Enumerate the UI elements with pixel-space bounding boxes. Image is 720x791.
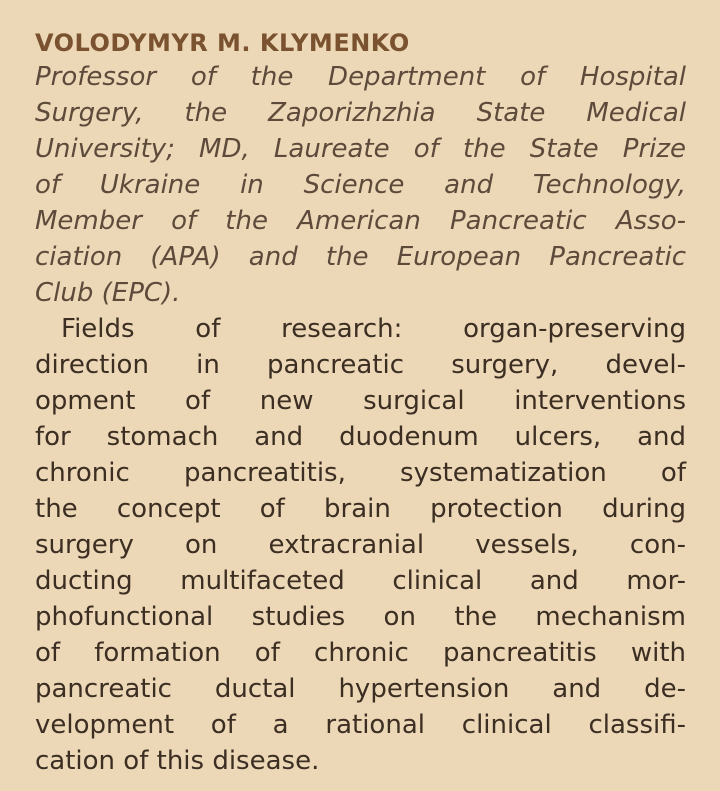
research-line: cation of this disease. [35, 746, 320, 776]
research-line: opment of new surgical interventions [35, 386, 686, 416]
bio-line: Professor of the Department of Hospital [35, 62, 686, 92]
research-line: ducting multifaceted clinical and mor- [35, 566, 686, 596]
bio-line: Member of the American Pancreatic Asso- [35, 206, 686, 236]
research-line: velopment of a rational clinical classifi- [35, 710, 686, 740]
research-line: pancreatic ductal hypertension and de- [35, 674, 686, 704]
author-name: VOLODYMYR M. KLYMENKO [35, 29, 410, 57]
research-line: for stomach and duodenum ulcers, and [35, 422, 686, 452]
research-line: direction in pancreatic surgery, devel- [35, 350, 686, 380]
research-line: Fields of research: organ-preserving [61, 314, 686, 344]
author-bio [35, 59, 686, 311]
research-line: the concept of brain protection during [35, 494, 686, 524]
bio-line: University; MD, Laureate of the State Prize [35, 134, 686, 164]
bio-line: of Ukraine in Science and Technology, [35, 170, 686, 200]
research-fields [35, 311, 686, 779]
bio-line: Club (EPC). [35, 278, 181, 308]
bio-line: Surgery, the Zaporizhzhia State Medical [35, 98, 686, 128]
author-profile [35, 27, 686, 779]
research-line: of formation of chronic pancreatitis with [35, 638, 686, 668]
research-line: phofunctional studies on the mechanism [35, 602, 686, 632]
bio-line: ciation (APA) and the European Pancreatic [35, 242, 686, 272]
research-line: surgery on extracranial vessels, con- [35, 530, 686, 560]
research-line: chronic pancreatitis, systematization of [35, 458, 686, 488]
